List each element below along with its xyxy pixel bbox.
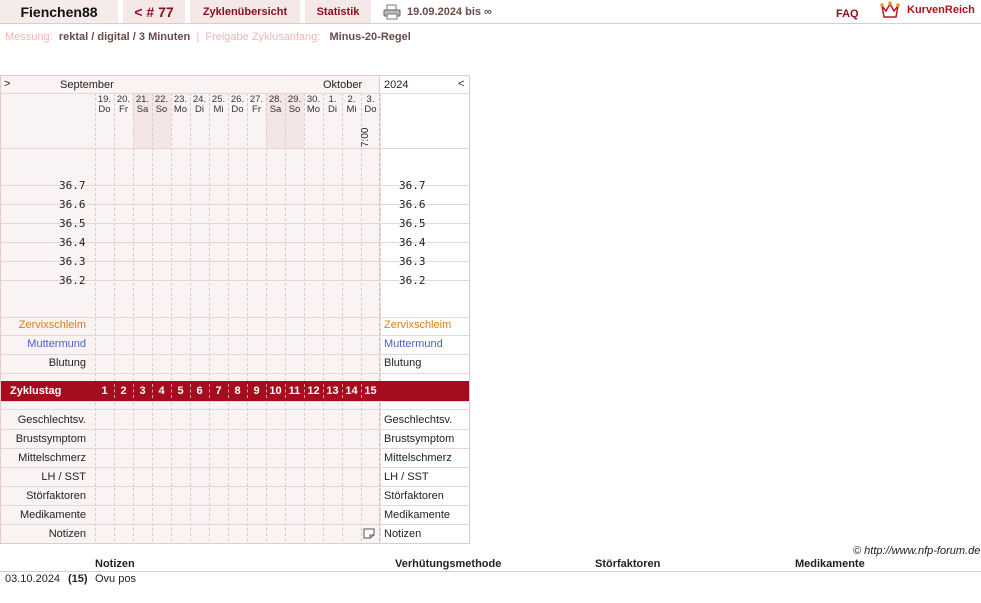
day-label: [228, 95, 247, 115]
day-weekday: Sa: [269, 104, 282, 115]
day-weekday: So: [288, 104, 301, 115]
date-range: 19.09.2024 bis ∞: [407, 6, 492, 18]
release-label: Freigabe Zyklusanfang:: [205, 31, 321, 43]
day-label: [342, 95, 361, 115]
temp-label-right: 36.7: [399, 179, 426, 192]
nav-prev-button[interactable]: >: [4, 78, 11, 90]
measure-value: rektal / digital / 3 Minuten: [58, 31, 191, 43]
temp-label-right: 36.3: [399, 255, 426, 268]
header-divider: [0, 23, 981, 24]
cycle-day-separator: [304, 384, 305, 398]
row-gridline: [1, 524, 469, 525]
row-label-left[interactable]: Blutung: [48, 357, 86, 369]
meta-separator: |: [196, 31, 200, 43]
temp-label-right: 36.4: [399, 236, 426, 249]
row-label-left[interactable]: Störfaktoren: [26, 490, 86, 502]
cycle-day-number: 7: [215, 385, 222, 397]
row-label-left[interactable]: Muttermund: [27, 338, 86, 350]
cycle-day-separator: [133, 384, 134, 398]
row-label-left[interactable]: Geschlechtsv.: [17, 414, 86, 426]
cycle-day-number: 13: [326, 385, 339, 397]
row-label-left[interactable]: Brustsymptom: [15, 433, 86, 445]
day-label: [95, 95, 114, 115]
day-date: 21.: [135, 94, 150, 105]
note-icon[interactable]: [363, 528, 375, 539]
row-label-right[interactable]: Medikamente: [384, 509, 451, 521]
day-date: 25.: [211, 94, 226, 105]
day-date: 1.: [328, 94, 337, 105]
day-date: 3.: [366, 94, 375, 105]
username: Fienchen88: [20, 3, 98, 20]
day-date: 29.: [287, 94, 302, 105]
day-label: [209, 95, 228, 115]
row-gridline: [1, 354, 469, 355]
day-weekday: Mi: [346, 104, 357, 115]
day-label: [171, 95, 190, 115]
day-label: [361, 95, 380, 115]
note-text: Ovu pos: [95, 573, 136, 585]
row-gridline: [1, 505, 469, 506]
cycle-day-separator: [190, 384, 191, 398]
username-tab[interactable]: [0, 0, 118, 23]
day-weekday: Do: [364, 104, 377, 115]
row-gridline: [1, 401, 469, 402]
day-weekday: Mo: [173, 104, 188, 115]
row-label-left[interactable]: Zervixschleim: [18, 319, 86, 331]
day-label: [285, 95, 304, 115]
row-gridline: [1, 467, 469, 468]
crown-logo-icon[interactable]: [880, 1, 900, 19]
cycle-number-tab[interactable]: [123, 0, 185, 23]
medication-header: Medikamente: [795, 558, 865, 570]
year-label: 2024: [384, 79, 409, 91]
cycle-day-separator: [228, 384, 229, 398]
cycle-day-separator: [361, 384, 362, 398]
day-weekday: Fr: [252, 104, 261, 115]
brand-name[interactable]: KurvenReich: [907, 4, 975, 16]
row-gridline: [1, 335, 469, 336]
cycle-day-number: 11: [288, 385, 301, 397]
cycle-day-number: 15: [364, 385, 377, 397]
temp-label-left: 36.4: [59, 236, 86, 249]
release-value: Minus-20-Regel: [329, 31, 411, 43]
month-label-september: September: [60, 79, 114, 91]
row-label-left[interactable]: LH / SST: [41, 471, 86, 483]
day-weekday: Fr: [119, 104, 128, 115]
day-weekday: Di: [195, 104, 204, 115]
day-weekday: Do: [98, 104, 111, 115]
temp-label-left: 36.6: [59, 198, 86, 211]
day-weekday: So: [155, 104, 168, 115]
day-weekday: Mo: [306, 104, 321, 115]
day-label: [304, 95, 323, 115]
cycle-day-label: Zyklustag: [10, 385, 62, 397]
cycle-day-separator: [209, 384, 210, 398]
day-weekday: Sa: [136, 104, 149, 115]
day-label: [247, 95, 266, 115]
row-label-right[interactable]: Geschlechtsv.: [384, 414, 453, 426]
cycle-day-number: 1: [101, 385, 108, 397]
row-gridline: [1, 448, 469, 449]
cycle-day-separator: [285, 384, 286, 398]
row-label-right[interactable]: Muttermund: [384, 338, 443, 350]
row-gridline: [1, 317, 469, 318]
day-weekday: Do: [231, 104, 244, 115]
cycle-day-number: 12: [307, 385, 320, 397]
row-label-left[interactable]: Medikamente: [19, 509, 86, 521]
temp-label-right: 36.2: [399, 274, 426, 287]
temp-label-right: 36.6: [399, 198, 426, 211]
row-label-right[interactable]: Zervixschleim: [384, 319, 452, 331]
row-label-right[interactable]: Brustsymptom: [384, 433, 455, 445]
cycle-day-number: 4: [158, 385, 165, 397]
day-label: [133, 95, 152, 115]
temp-label-left: 36.2: [59, 274, 86, 287]
row-label-right[interactable]: Störfaktoren: [384, 490, 444, 502]
cycle-day-number: 2: [120, 385, 127, 397]
cycle-day-number: 5: [177, 385, 184, 397]
temp-label-right: 36.5: [399, 217, 426, 230]
measurement-info: [5, 31, 411, 43]
measure-label: Messung:: [5, 31, 53, 43]
row-gridline: [1, 409, 469, 410]
day-label: [152, 95, 171, 115]
cycle-day-separator: [114, 384, 115, 398]
temp-label-left: 36.7: [59, 179, 86, 192]
row-label-right[interactable]: Notizen: [384, 528, 422, 540]
disturbance-header: Störfaktoren: [595, 558, 661, 570]
note-date: 03.10.2024: [5, 573, 61, 585]
cycle-day-separator: [323, 384, 324, 398]
day-date: 28.: [268, 94, 283, 105]
cycle-day-separator: [342, 384, 343, 398]
row-label-right[interactable]: LH / SST: [384, 471, 429, 483]
cycle-number: < # 77: [134, 3, 174, 20]
temp-label-left: 36.5: [59, 217, 86, 230]
month-label-october: Oktober: [323, 79, 363, 91]
day-date: 2.: [347, 94, 356, 105]
day-date: 24.: [192, 94, 207, 105]
nav-next-button[interactable]: <: [458, 78, 465, 90]
notes-divider: [0, 571, 981, 572]
copyright: © http://www.nfp-forum.de: [853, 545, 981, 557]
note-cycle-day: (15): [68, 573, 88, 585]
tab-cycle-overview-label: Zyklenübersicht: [202, 5, 288, 18]
day-label: [114, 95, 133, 115]
day-weekday: Mi: [213, 104, 224, 115]
row-gridline: [1, 373, 469, 374]
faq-link[interactable]: FAQ: [836, 8, 859, 20]
cycle-day-separator: [247, 384, 248, 398]
cycle-day-number: 6: [196, 385, 203, 397]
tab-statistics-label: Statistik: [316, 5, 360, 18]
day-date: 27.: [249, 94, 264, 105]
tab-statistics[interactable]: [305, 0, 371, 23]
row-gridline: [1, 148, 469, 149]
cycle-day-bar: [1, 381, 469, 401]
print-icon[interactable]: [383, 4, 401, 20]
day-date: 20.: [116, 94, 131, 105]
temp-label-left: 36.3: [59, 255, 86, 268]
cycle-day-number: 10: [269, 385, 282, 397]
measurement-time: 7:00: [360, 127, 371, 147]
day-date: 26.: [230, 94, 245, 105]
notes-header: Notizen: [95, 558, 135, 570]
cycle-day-number: 9: [253, 385, 260, 397]
day-date: 30.: [306, 94, 321, 105]
cycle-day-number: 3: [139, 385, 146, 397]
day-weekday: Di: [328, 104, 337, 115]
cycle-day-number: 14: [345, 385, 358, 397]
day-date: 19.: [97, 94, 112, 105]
day-date: 22.: [154, 94, 169, 105]
row-label-left[interactable]: Notizen: [48, 528, 86, 540]
row-gridline: [1, 429, 469, 430]
row-label-right[interactable]: Blutung: [384, 357, 422, 369]
cycle-day-separator: [171, 384, 172, 398]
cycle-day-separator: [266, 384, 267, 398]
cycle-day-number: 8: [234, 385, 241, 397]
row-label-left[interactable]: Mittelschmerz: [18, 452, 86, 464]
day-label: [266, 95, 285, 115]
day-date: 23.: [173, 94, 188, 105]
cycle-chart: [0, 75, 470, 545]
tab-cycle-overview[interactable]: [190, 0, 300, 23]
cycle-day-separator: [152, 384, 153, 398]
contraception-header: Verhütungsmethode: [395, 558, 502, 570]
day-label: [190, 95, 209, 115]
row-label-right[interactable]: Mittelschmerz: [384, 452, 452, 464]
row-gridline: [1, 486, 469, 487]
day-label: [323, 95, 342, 115]
